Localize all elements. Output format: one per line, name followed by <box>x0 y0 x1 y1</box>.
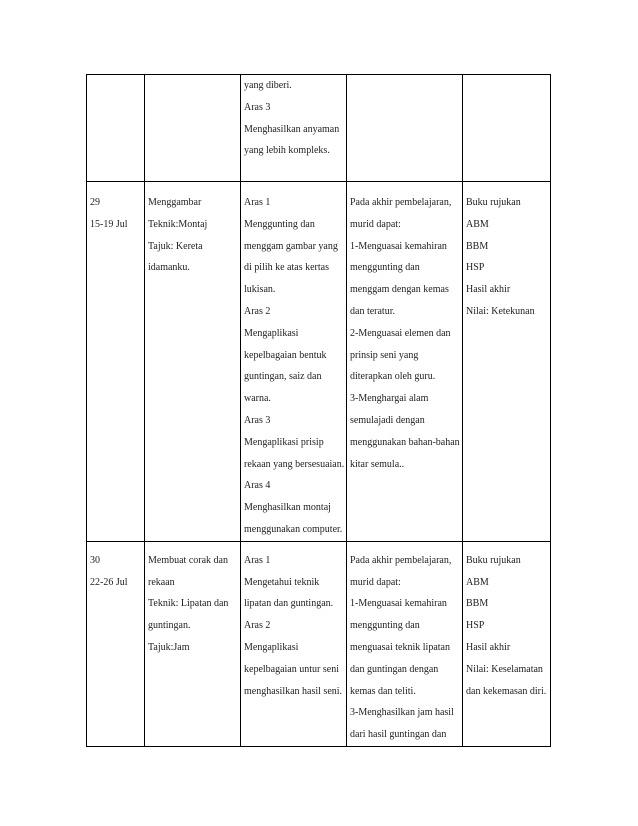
cell-line: yang lebih kompleks. <box>244 145 330 157</box>
topic-cell <box>145 541 241 746</box>
lesson-plan-table <box>86 74 551 747</box>
cell-line: guntingan, saiz dan <box>244 371 322 383</box>
cell-line: menguasai teknik lipatan <box>350 641 450 653</box>
objective-cell <box>347 182 463 542</box>
cell-line: kemas dan teliti. <box>350 685 416 697</box>
cell-line: Pada akhir pembelajaran, <box>350 197 452 208</box>
cell-line: ABM <box>466 576 489 588</box>
cell-line: Menghasilkan montaj <box>244 502 331 514</box>
cell-line: Tajuk: Kereta <box>148 240 203 252</box>
cell-line: rekaan <box>148 576 175 588</box>
cell-line: lipatan dan guntingan. <box>244 598 334 610</box>
cell-line: murid dapat: <box>350 576 401 588</box>
cell-line: menggunakan bahan-bahan <box>350 436 460 448</box>
cell-line: Aras 3 <box>244 101 271 113</box>
cell-line: Membuat corak dan <box>148 554 228 566</box>
table-row <box>87 75 551 182</box>
cell-line: BBM <box>466 240 489 252</box>
materials-cell <box>463 541 551 746</box>
cell-line: di pilih ke atas kertas <box>244 262 329 274</box>
cell-line: Nilai: Ketekunan <box>466 305 535 317</box>
cell-line: diterapkan oleh guru. <box>350 371 436 383</box>
cell-line: HSP <box>466 620 485 632</box>
cell-line: 1-Menguasai kemahiran <box>350 598 447 610</box>
level-cell <box>241 75 347 182</box>
week-cell <box>87 541 145 746</box>
cell-line: Aras 1 <box>244 197 271 208</box>
cell-line: menghasilkan hasil seni. <box>244 685 343 697</box>
cell-line: 30 <box>90 554 100 566</box>
cell-line: Pada akhir pembelajaran, <box>350 554 452 566</box>
cell-line: idamanku. <box>148 262 190 274</box>
cell-line: Aras 3 <box>244 414 271 426</box>
cell-line: Tajuk:Jam <box>148 641 190 653</box>
cell-line: dan teratur. <box>350 305 395 317</box>
cell-line: 3-Menghasilkan jam hasil <box>350 707 454 719</box>
cell-line: Buku rujukan <box>466 554 521 566</box>
cell-line: 22-26 Jul <box>90 576 128 588</box>
cell-line: prinsip seni yang <box>350 349 419 361</box>
cell-line: 3-Menghargai alam <box>350 393 429 405</box>
cell-line: kepelbagaian bentuk <box>244 349 327 361</box>
cell-line: menggunting dan <box>350 262 420 274</box>
cell-line: menggam gambar yang <box>244 240 338 252</box>
cell-line: 1-Menguasai kemahiran <box>350 240 447 252</box>
objective-cell <box>347 75 463 182</box>
cell-line: Mengaplikasi prisip <box>244 436 324 448</box>
cell-line: Buku rujukan <box>466 197 521 208</box>
week-cell <box>87 75 145 182</box>
cell-line: yang diberi. <box>244 80 292 91</box>
cell-line: Aras 4 <box>244 480 271 492</box>
cell-line: Aras 2 <box>244 620 271 632</box>
cell-line: dari hasil guntingan dan <box>350 729 447 741</box>
topic-cell <box>145 75 241 182</box>
cell-line: Menghasilkan anyaman <box>244 123 340 135</box>
cell-line: rekaan yang bersesuaian. <box>244 458 345 470</box>
cell-line: Nilai: Keselamatan <box>466 663 543 675</box>
level-cell <box>241 541 347 746</box>
cell-line: Mengaplikasi <box>244 641 299 653</box>
cell-line: Hasil akhir <box>466 284 511 296</box>
cell-line: HSP <box>466 262 485 274</box>
cell-line: semulajadi dengan <box>350 414 425 426</box>
cell-line: Aras 1 <box>244 554 271 566</box>
objective-cell <box>347 541 463 746</box>
cell-line: menggunakan computer. <box>244 523 343 535</box>
cell-line: Mengetahui teknik <box>244 576 320 588</box>
cell-line: menggam dengan kemas <box>350 284 449 296</box>
cell-line: Teknik:Montaj <box>148 218 208 230</box>
cell-line: ABM <box>466 218 489 230</box>
cell-line: kepelbagaian untur seni <box>244 663 339 675</box>
cell-line: Mengaplikasi <box>244 327 299 339</box>
lesson-plan-table-page <box>86 74 550 747</box>
week-cell <box>87 182 145 542</box>
cell-line: Hasil akhir <box>466 641 511 653</box>
table-row <box>87 541 551 746</box>
cell-line: menggunting dan <box>350 620 420 632</box>
cell-line: lukisan. <box>244 284 276 296</box>
cell-line: kitar semula.. <box>350 458 405 470</box>
cell-line: murid dapat: <box>350 218 401 230</box>
cell-line: guntingan. <box>148 620 191 632</box>
table-row <box>87 182 551 542</box>
cell-line: 29 <box>90 197 100 208</box>
cell-line: warna. <box>244 393 271 405</box>
materials-cell <box>463 182 551 542</box>
topic-cell <box>145 182 241 542</box>
cell-line: Menggunting dan <box>244 218 315 230</box>
cell-line: Menggambar <box>148 197 202 208</box>
cell-line: 15-19 Jul <box>90 218 128 230</box>
cell-line: 2-Menguasai elemen dan <box>350 327 451 339</box>
cell-line: Aras 2 <box>244 305 271 317</box>
cell-line: BBM <box>466 598 489 610</box>
materials-cell <box>463 75 551 182</box>
cell-line: dan guntingan dengan <box>350 663 439 675</box>
cell-line: Teknik: Lipatan dan <box>148 598 229 610</box>
cell-line: dan kekemasan diri. <box>466 685 547 697</box>
level-cell <box>241 182 347 542</box>
